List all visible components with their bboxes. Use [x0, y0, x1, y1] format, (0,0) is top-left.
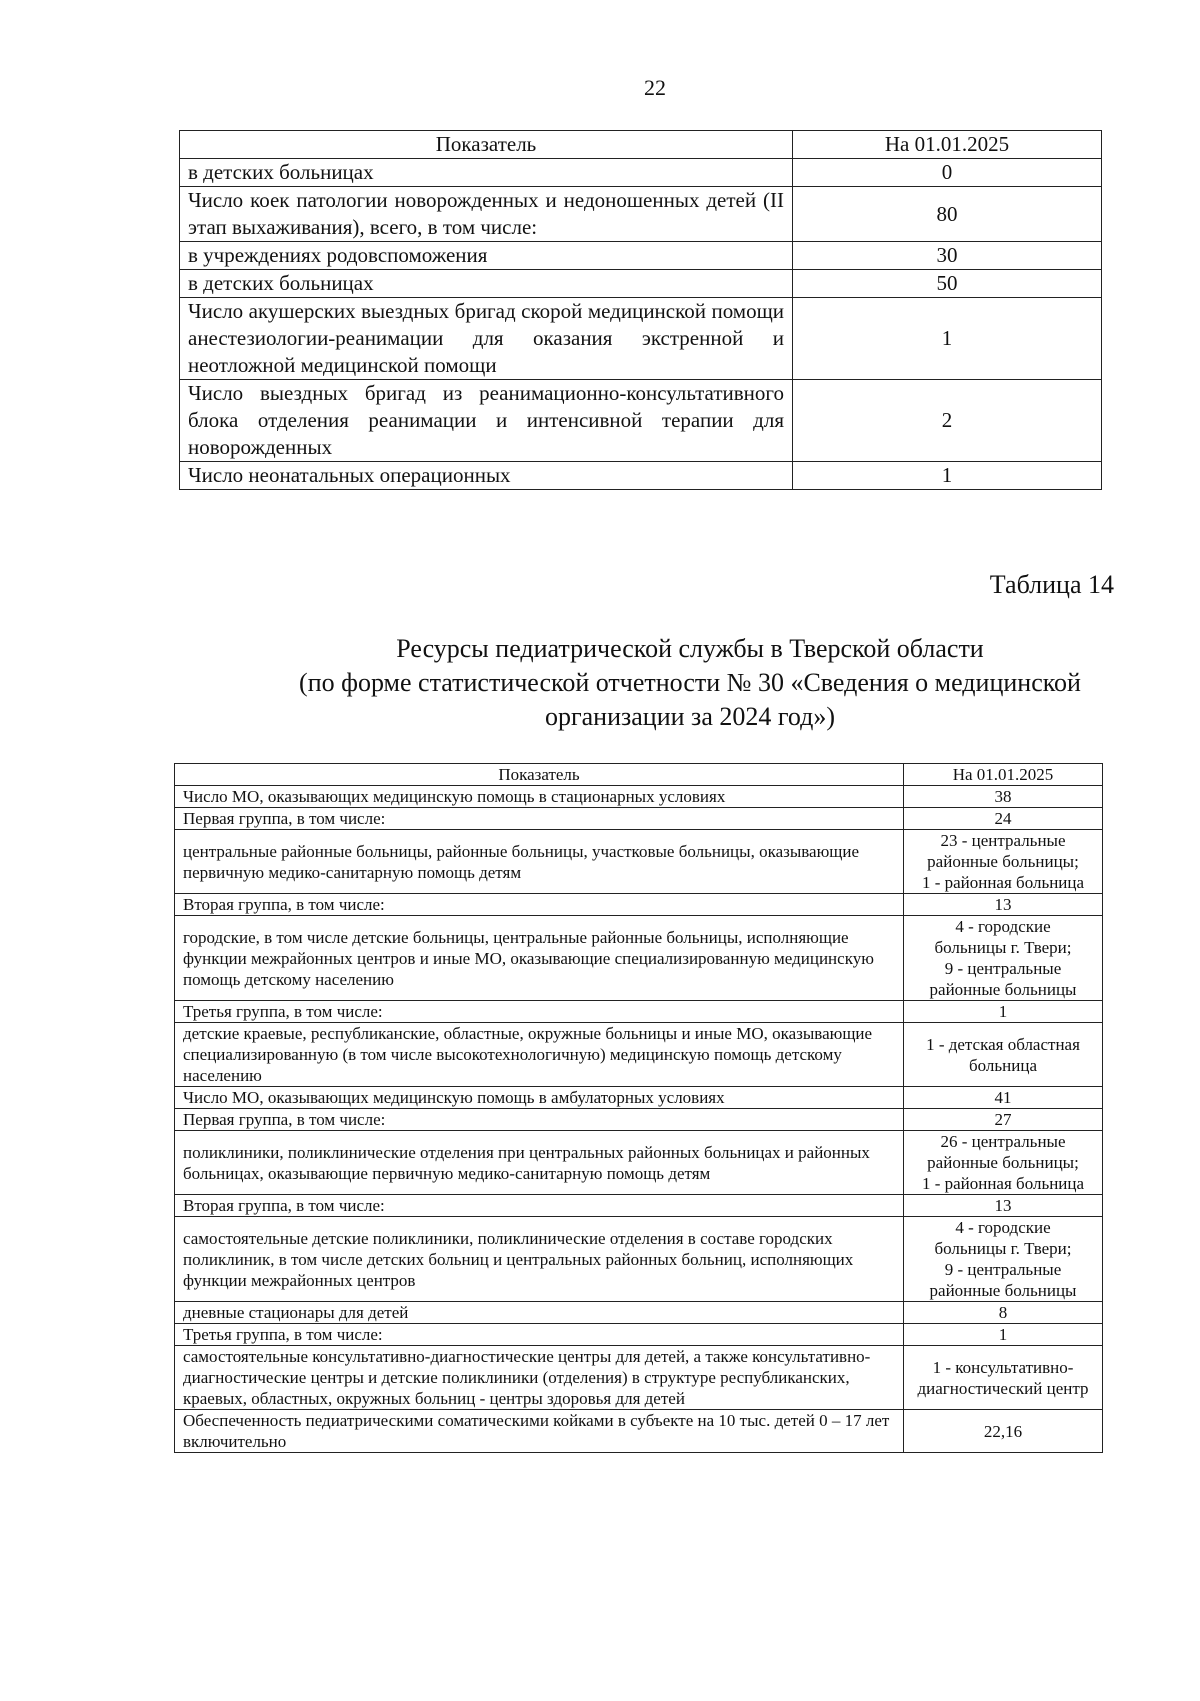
table-row — [175, 1217, 1103, 1302]
row-value-line: 1 - детская областная — [926, 1034, 1080, 1054]
row-value — [904, 808, 1103, 830]
row-value-line: больницы г. Твери; — [934, 938, 1072, 957]
row-value — [904, 1217, 1103, 1302]
row-value-line: районные больницы — [929, 980, 1077, 999]
header-indicator: Показатель — [175, 764, 904, 786]
row-label: Обеспеченность педиатрическими соматическими койками в субъекте на 10 тыс. детей 0 – 17 лет включительно — [175, 1410, 904, 1453]
row-value — [904, 1023, 1103, 1087]
row-value-line: 8 — [998, 1303, 1008, 1322]
row-label: Первая группа, в том числе: — [175, 1109, 904, 1131]
row-value-line: 1 - районная больница — [921, 873, 1085, 892]
row-value-line: 9 - центральные — [944, 959, 1062, 978]
table-row — [180, 187, 1102, 242]
header-indicator: Показатель — [180, 131, 793, 159]
table-row — [175, 786, 1103, 808]
row-value: 0 — [793, 159, 1102, 187]
row-label: Третья группа, в том числе: — [175, 1001, 904, 1023]
row-value — [904, 1109, 1103, 1131]
row-label: Число неонатальных операционных — [180, 462, 793, 490]
row-value — [904, 894, 1103, 916]
row-label: детские краевые, республиканские, областные, окружные больницы и иные МО, оказывающие специализированную (в том числе высокотехнологичную) медицинскую помощь детскому населению — [175, 1023, 904, 1087]
table-row — [180, 159, 1102, 187]
table-row — [175, 1087, 1103, 1109]
table-title — [230, 632, 1150, 734]
table-row — [180, 270, 1102, 298]
row-label: в учреждениях родовспоможения — [180, 242, 793, 270]
title-line-2: (по форме статистической отчетности № 30 «Сведения о медицинской организации за 2024 год») — [299, 668, 1081, 731]
table-row — [175, 830, 1103, 894]
row-value: 50 — [793, 270, 1102, 298]
row-value — [904, 1087, 1103, 1109]
table-row — [175, 1195, 1103, 1217]
row-value — [904, 1410, 1103, 1453]
row-value: 30 — [793, 242, 1102, 270]
row-value-line: 4 - городские — [955, 1218, 1051, 1237]
table-row — [175, 808, 1103, 830]
row-label: Вторая группа, в том числе: — [175, 1195, 904, 1217]
table-number: Таблица 14 — [989, 570, 1114, 599]
row-value-line: 4 - городские — [955, 917, 1051, 936]
pediatric-resources-table — [174, 763, 1103, 1453]
table-row — [175, 1302, 1103, 1324]
row-value-line: 1 — [998, 1002, 1008, 1021]
table-row — [180, 242, 1102, 270]
table-header-row — [180, 131, 1102, 159]
row-label: центральные районные больницы, районные больницы, участковые больницы, оказывающие первичную медико-санитарную помощь детям — [175, 830, 904, 894]
title-line-1: Ресурсы педиатрической службы в Тверской области — [396, 634, 984, 663]
row-value — [904, 916, 1103, 1001]
row-value-line: 1 - консультативно- — [932, 1357, 1074, 1377]
row-label: дневные стационары для детей — [175, 1302, 904, 1324]
table-row — [175, 1131, 1103, 1195]
row-value: 2 — [793, 380, 1102, 462]
row-value-line: 13 — [994, 1196, 1012, 1215]
row-label: Первая группа, в том числе: — [175, 808, 904, 830]
page-number: 22 — [644, 75, 666, 100]
row-value: 1 — [793, 298, 1102, 380]
row-value-line: 9 - центральные — [944, 1260, 1062, 1279]
header-date: На 01.01.2025 — [904, 764, 1103, 786]
table-row — [180, 462, 1102, 490]
neonatal-resources-table — [179, 130, 1102, 490]
row-value: 1 — [793, 462, 1102, 490]
table-row — [180, 380, 1102, 462]
row-label: городские, в том числе детские больницы, центральные районные больницы, исполняющие функции межрайонных центров и иные МО, оказывающие специализированную медицинскую помощь детскому населению — [175, 916, 904, 1001]
table-row — [175, 894, 1103, 916]
table-row — [175, 916, 1103, 1001]
row-value-line: 24 — [994, 809, 1012, 828]
row-label: Вторая группа, в том числе: — [175, 894, 904, 916]
table-row — [175, 1023, 1103, 1087]
row-value-line: больница — [969, 1055, 1037, 1075]
row-label: самостоятельные консультативно-диагностические центры для детей, а также консультативно-диагностические центры и детские поликлиники (отделения) в структуре республиканских, краевых, областных, окружных больниц - центры здоровья для детей — [175, 1346, 904, 1410]
row-value-line: районные больницы — [929, 1281, 1077, 1300]
row-value-line: районные больницы; — [927, 852, 1079, 871]
row-value-line: 26 - центральные — [940, 1132, 1066, 1151]
row-value — [904, 830, 1103, 894]
row-label: Третья группа, в том числе: — [175, 1324, 904, 1346]
row-label: поликлиники, поликлинические отделения при центральных районных больницах и районных больницах, оказывающие первичную медико-санитарную помощь детям — [175, 1131, 904, 1195]
table-row — [175, 1346, 1103, 1410]
row-label: Число коек патологии новорожденных и недоношенных детей (II этап выхаживания), всего, в том числе: — [180, 187, 793, 242]
table-row — [175, 1324, 1103, 1346]
row-value — [904, 1302, 1103, 1324]
row-value — [904, 1195, 1103, 1217]
table-row — [180, 298, 1102, 380]
row-value-line: диагностический центр — [917, 1378, 1089, 1398]
row-value-line: 22,16 — [983, 1421, 1023, 1441]
row-value — [904, 1131, 1103, 1195]
row-value-line: 1 — [998, 1325, 1008, 1344]
row-value — [904, 1346, 1103, 1410]
row-value-line: 13 — [994, 895, 1012, 914]
row-value — [904, 1001, 1103, 1023]
row-value-line: больницы г. Твери; — [934, 1239, 1072, 1258]
row-value-line: 41 — [994, 1088, 1012, 1107]
row-value — [904, 1324, 1103, 1346]
row-label: самостоятельные детские поликлиники, поликлинические отделения в составе городских поликлиник, в том числе детских больниц и центральных районных больниц, исполняющих функции межрайонных центров — [175, 1217, 904, 1302]
table-row — [175, 1109, 1103, 1131]
row-label: в детских больницах — [180, 270, 793, 298]
row-value-line: 38 — [994, 787, 1012, 806]
table-row — [175, 1001, 1103, 1023]
row-label: Число акушерских выездных бригад скорой медицинской помощи анестезиологии-реанимации для оказания экстренной и неотложной медицинской помощи — [180, 298, 793, 380]
row-label: в детских больницах — [180, 159, 793, 187]
row-value — [904, 786, 1103, 808]
header-date: На 01.01.2025 — [793, 131, 1102, 159]
row-value: 80 — [793, 187, 1102, 242]
row-value-line: 23 - центральные — [940, 831, 1066, 850]
row-value-line: 27 — [994, 1110, 1012, 1129]
row-label: Число МО, оказывающих медицинскую помощь в стационарных условиях — [175, 786, 904, 808]
row-value-line: 1 - районная больница — [921, 1174, 1085, 1193]
row-value-line: районные больницы; — [927, 1153, 1079, 1172]
table-row — [175, 1410, 1103, 1453]
table-header-row — [175, 764, 1103, 786]
row-label: Число МО, оказывающих медицинскую помощь в амбулаторных условиях — [175, 1087, 904, 1109]
row-label: Число выездных бригад из реанимационно-консультативного блока отделения реанимации и интенсивной терапии для новорожденных — [180, 380, 793, 462]
